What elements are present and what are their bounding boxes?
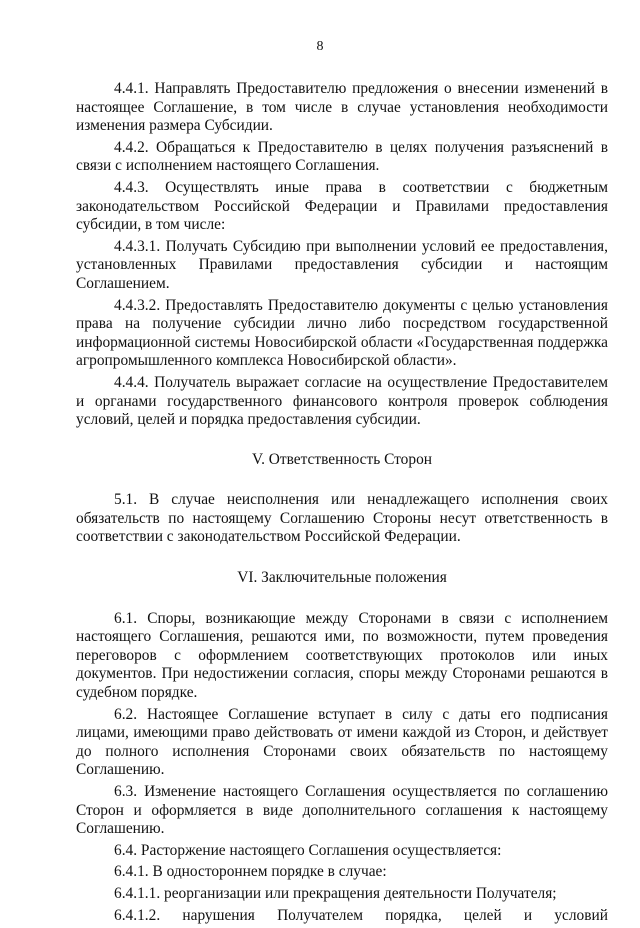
paragraph-4-4-2: 4.4.2. Обращаться к Предоставителю в целях получения разъяснений в связи с исполнением настоящего Соглашения. [76,138,608,175]
paragraph-6-1: 6.1. Споры, возникающие между Сторонами в связи с исполнением настоящего Соглашения, решаются ими, по возможности, путем проведения переговоров с оформлением соответствующих протоколов или иных документов. При недостижении согласия, споры между Сторонами решаются в судебном порядке. [76,609,608,702]
paragraph-5-1: 5.1. В случае неисполнения или ненадлежащего исполнения своих обязательств по настоящему Соглашению Стороны несут ответственность в соответствии с законодательством Российской Федерации. [76,491,608,546]
document-body [76,80,608,928]
section-6-heading: VI. Заключительные положения [237,569,447,587]
paragraph-6-4-1-2: 6.4.1.2. нарушения Получателем порядка, целей и условий [114,906,608,924]
paragraph-4-4-1: 4.4.1. Направлять Предоставителю предложения о внесении изменений в настоящее Соглашение, в том числе в случае установления необходимости изменения размера Субсидии. [76,80,608,135]
paragraph-4-4-3-1: 4.4.3.1. Получать Субсидию при выполнении условий ее предоставления, установленных Правилами предоставления субсидии и настоящим Соглашением. [76,237,608,292]
paragraph-6-4: 6.4. Расторжение настоящего Соглашения осуществляется: [114,841,502,859]
paragraph-6-3: 6.3. Изменение настоящего Соглашения осуществляется по соглашению Сторон и оформляется в виде дополнительного соглашения к настоящему Соглашению. [76,783,608,838]
paragraph-6-4-1: 6.4.1. В одностороннем порядке в случае: [114,863,387,881]
paragraph-4-4-4: 4.4.4. Получатель выражает согласие на осуществление Предоставителем и органами государственного финансового контроля проверок соблюдения условий, целей и порядка предоставления субсидии. [76,373,608,429]
paragraph-6-2: 6.2. Настоящее Соглашение вступает в силу с даты его подписания лицами, имеющими право действовать от имени каждой из Сторон, и действует до полного исполнения Сторонами своих обязательств по настоящему Соглашению. [76,705,608,779]
paragraph-6-4-1-1: 6.4.1.1. реорганизации или прекращения деятельности Получателя; [114,884,557,902]
paragraph-4-4-3-2: 4.4.3.2. Предоставлять Предоставителю документы с целью установления права на получение субсидии лично либо посредством государственной информационной системы Новосибирской области «Государственная поддержка агропромышленного комплекса Новосибирской области». [76,296,608,370]
page-number: 8 [316,39,324,54]
paragraph-4-4-3: 4.4.3. Осуществлять иные права в соответствии с бюджетным законодательством Российской Федерации и Правилами предоставления субсидии, в том числе: [76,178,608,234]
section-5-heading: V. Ответственность Сторон [251,450,433,468]
